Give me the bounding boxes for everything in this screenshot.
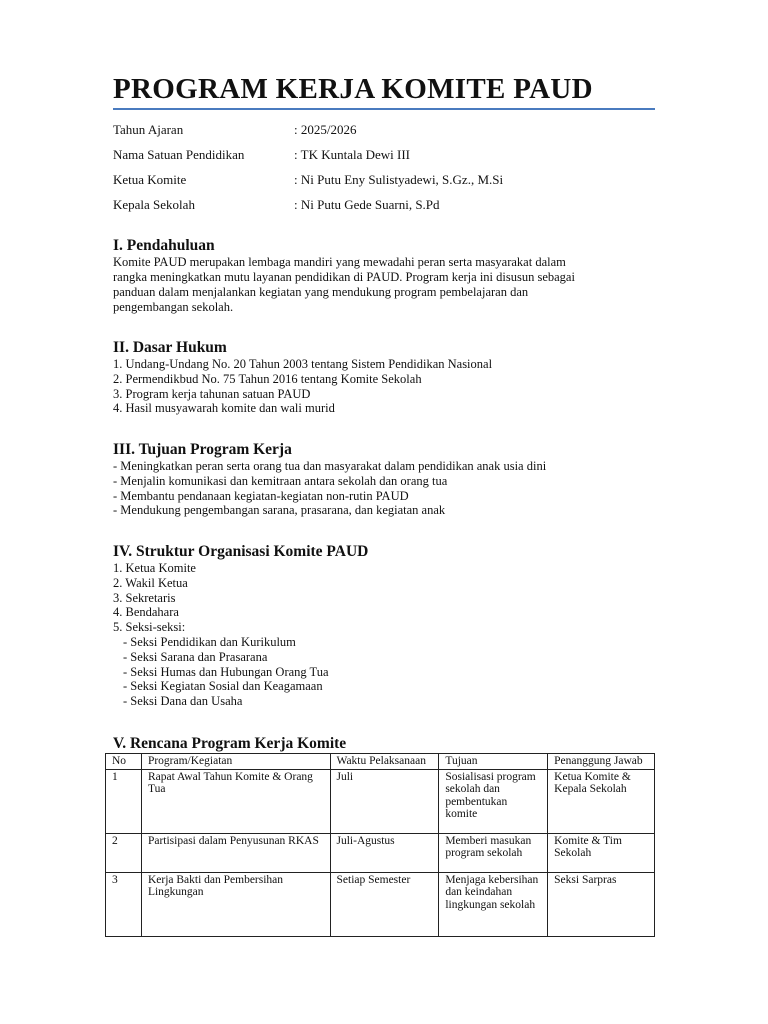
paragraph-line: Komite PAUD merupakan lembaga mandiri yang mewadahi peran serta masyarakat dalam <box>113 255 566 269</box>
info-label: Ketua Komite <box>113 172 187 187</box>
sub-list-item: - Seksi Kegiatan Sosial dan Keagamaan <box>123 679 323 694</box>
paragraph-line: rangka meningkatkan mutu layanan pendidikan di PAUD. Program kerja ini disusun sebagai <box>113 270 575 284</box>
table-cell: Memberi masukan program sekolah <box>439 833 548 872</box>
table-row <box>106 833 655 872</box>
table-cell: Sosialisasi program sekolah dan pembentukan komite <box>439 769 548 833</box>
list-item: - Mendukung pengembangan sarana, prasarana, dan kegiatan anak <box>113 503 446 518</box>
table-cell: Juli-Agustus <box>330 833 439 872</box>
rencana-table <box>105 753 655 937</box>
list-item: 3. Program kerja tahunan satuan PAUD <box>113 386 311 401</box>
info-value: : Ni Putu Gede Suarni, S.Pd <box>294 197 440 212</box>
page-title: PROGRAM KERJA KOMITE PAUD <box>113 73 593 105</box>
list-item: - Meningkatkan peran serta orang tua dan masyarakat dalam pendidikan anak usia dini <box>113 459 547 473</box>
table-cell: Rapat Awal Tahun Komite & Orang Tua <box>141 769 330 833</box>
table-cell: Ketua Komite & Kepala Sekolah <box>548 769 655 833</box>
tujuan-list <box>113 459 546 518</box>
pendahuluan-paragraph <box>113 255 643 315</box>
table-cell: Seksi Sarpras <box>548 872 655 936</box>
table-cell: Menjaga kebersihan dan keindahan lingkungan sekolah <box>439 872 548 936</box>
info-value: : TK Kuntala Dewi III <box>294 147 411 162</box>
list-item: 5. Seksi-seksi: <box>113 620 186 635</box>
struktur-list <box>113 561 329 709</box>
table-cell: 2 <box>106 833 142 872</box>
section-heading-struktur: IV. Struktur Organisasi Komite PAUD <box>113 543 369 560</box>
info-row <box>113 172 503 197</box>
sub-list-item: - Seksi Humas dan Hubungan Orang Tua <box>123 664 329 679</box>
table-header-cell: Tujuan <box>439 754 548 770</box>
table-row <box>106 769 655 833</box>
list-item: 2. Permendikbud No. 75 Tahun 2016 tentang Komite Sekolah <box>113 371 422 386</box>
sub-list-item: - Seksi Pendidikan dan Kurikulum <box>123 634 296 649</box>
list-item: 1. Ketua Komite <box>113 561 196 575</box>
info-label: Tahun Ajaran <box>113 122 184 137</box>
info-row <box>113 197 503 222</box>
table-header-cell: Penanggung Jawab <box>548 754 655 770</box>
list-item: 3. Sekretaris <box>113 590 176 605</box>
table-header-row <box>106 754 655 770</box>
info-value: : Ni Putu Eny Sulistyadewi, S.Gz., M.Si <box>294 172 504 187</box>
title-underline <box>113 108 655 110</box>
table-cell: Partisipasi dalam Penyusunan RKAS <box>141 833 330 872</box>
list-item: - Membantu pendanaan kegiatan-kegiatan non-rutin PAUD <box>113 488 409 503</box>
table-cell: 1 <box>106 769 142 833</box>
info-value: : 2025/2026 <box>294 122 357 137</box>
list-item: 2. Wakil Ketua <box>113 575 188 590</box>
list-item: - Menjalin komunikasi dan kemitraan antara sekolah dan orang tua <box>113 473 448 488</box>
table-header-cell: Program/Kegiatan <box>141 754 330 770</box>
section-heading-dasar-hukum: II. Dasar Hukum <box>113 339 227 356</box>
list-item: 1. Undang-Undang No. 20 Tahun 2003 tentang Sistem Pendidikan Nasional <box>113 357 493 371</box>
section-heading-tujuan: III. Tujuan Program Kerja <box>113 441 292 458</box>
paragraph-line: pengembangan sekolah. <box>113 300 234 314</box>
table-header-cell: No <box>106 754 142 770</box>
dasar-hukum-list <box>113 357 492 416</box>
paragraph-line: panduan dalam menjalankan kegiatan yang mendukung program pembelajaran dan <box>113 285 529 299</box>
list-item: 4. Hasil musyawarah komite dan wali murid <box>113 401 335 416</box>
section-heading-rencana: V. Rencana Program Kerja Komite <box>113 735 347 752</box>
table-row <box>106 872 655 936</box>
table-cell: Komite & Tim Sekolah <box>548 833 655 872</box>
table-header-cell: Waktu Pelaksanaan <box>330 754 439 770</box>
section-heading-pendahuluan: I. Pendahuluan <box>113 237 215 254</box>
info-row <box>113 147 503 172</box>
list-item: 4. Bendahara <box>113 605 179 620</box>
table-cell: Kerja Bakti dan Pembersihan Lingkungan <box>141 872 330 936</box>
info-label: Kepala Sekolah <box>113 197 195 212</box>
table-cell: Juli <box>330 769 439 833</box>
table-cell: 3 <box>106 872 142 936</box>
info-label: Nama Satuan Pendidikan <box>113 147 245 162</box>
info-block <box>113 122 503 222</box>
sub-list-item: - Seksi Dana dan Usaha <box>123 694 243 709</box>
table-cell: Setiap Semester <box>330 872 439 936</box>
sub-list-item: - Seksi Sarana dan Prasarana <box>123 649 268 664</box>
info-row <box>113 122 503 147</box>
